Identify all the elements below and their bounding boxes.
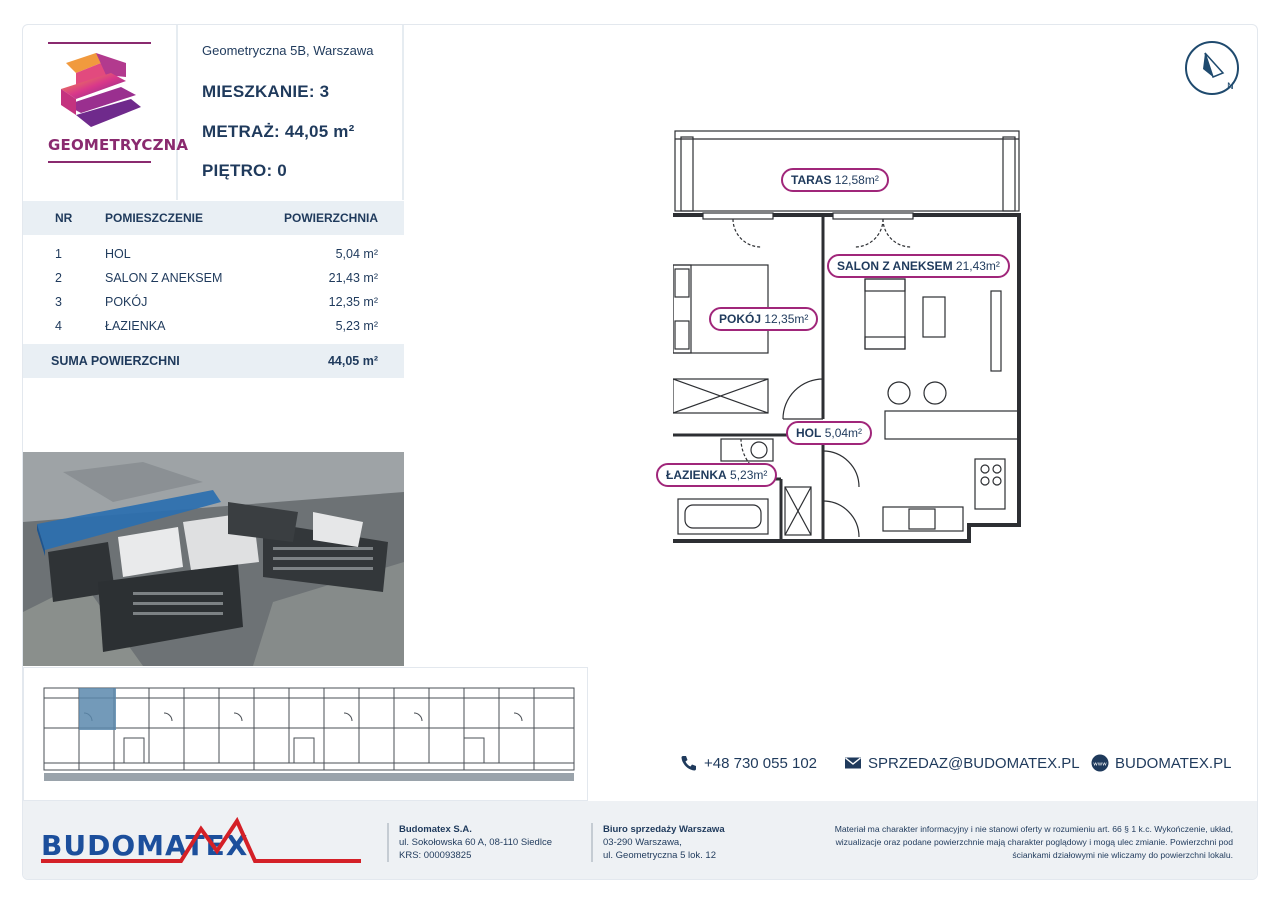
row-area: 12,35 m² — [328, 295, 378, 309]
office-street: ul. Geometryczna 5 lok. 12 — [603, 850, 716, 861]
contact-phone[interactable] — [680, 754, 817, 772]
phone-icon — [680, 754, 698, 772]
row-nr: 4 — [55, 319, 62, 333]
contact-website[interactable] — [1091, 754, 1231, 772]
salon-name: SALON Z ANEKSEM — [837, 259, 953, 273]
rooms-table — [23, 201, 404, 378]
compass-icon — [1183, 39, 1241, 97]
table-row — [23, 290, 404, 314]
geometric-logo-icon — [56, 53, 146, 133]
taras-name: TARAS — [791, 173, 832, 187]
table-sum-row — [23, 344, 404, 378]
sales-office-info — [591, 823, 725, 862]
project-logo — [23, 25, 189, 200]
svg-text:N: N — [1227, 82, 1234, 92]
label-lazienka — [656, 463, 777, 487]
company-name: Budomatex S.A. — [399, 824, 472, 835]
row-name: POKÓJ — [105, 295, 148, 309]
row-nr: 2 — [55, 271, 62, 285]
logo-bottom-rule — [48, 161, 151, 163]
row-area: 5,04 m² — [335, 247, 378, 261]
disclaimer-line: wizualizacje oraz podane powierzchnie mają charakter poglądowy i mogą ulec zmianie. Powierzchni pod — [835, 837, 1233, 847]
apartment-info — [180, 25, 404, 200]
hol-area: 5,04m² — [824, 426, 863, 440]
budomatex-logo — [41, 817, 361, 865]
hol-name: HOL — [796, 426, 822, 440]
disclaimer — [793, 823, 1233, 862]
aerial-visualization-image — [23, 452, 404, 666]
apartment-value: 3 — [319, 82, 330, 101]
apartment-label: MIESZKANIE: — [202, 82, 315, 101]
row-area: 5,23 m² — [335, 319, 378, 333]
table-header — [23, 201, 404, 235]
pokoj-area: 12,35m² — [764, 312, 809, 326]
svg-text:www: www — [1093, 761, 1107, 768]
footer — [23, 801, 1258, 880]
company-address: ul. Sokołowska 60 A, 08-110 Siedlce — [399, 837, 552, 848]
mail-icon — [844, 754, 862, 772]
disclaimer-line: ściankami działowymi nie wliczamy do powierzchni lokalu. — [1012, 850, 1233, 860]
website-url: BUDOMATEX.PL — [1115, 754, 1232, 772]
taras-area: 12,58m² — [834, 173, 879, 187]
apartment-card — [22, 24, 1258, 880]
building-site-plan — [23, 667, 588, 801]
row-area: 21,43 m² — [328, 271, 378, 285]
table-row — [23, 266, 404, 290]
label-taras — [781, 168, 889, 192]
highlighted-apartment — [79, 688, 116, 730]
company-krs: KRS: 000093825 — [399, 850, 472, 861]
row-name: SALON Z ANEKSEM — [105, 271, 223, 285]
pokoj-name: POKÓJ — [719, 312, 762, 326]
apartment-floor — [202, 161, 287, 181]
phone-number: +48 730 055 102 — [704, 754, 818, 772]
area-value: 44,05 m² — [284, 122, 355, 141]
svg-text:BUDOMATEX: BUDOMATEX — [41, 829, 249, 862]
logo-top-rule — [48, 42, 151, 44]
row-name: HOL — [105, 247, 131, 261]
globe-icon — [1091, 754, 1109, 772]
label-pokoj — [709, 307, 818, 331]
label-hol — [786, 421, 872, 445]
office-postcode: 03-290 Warszawa, — [603, 837, 682, 848]
logo-wordmark: GEOMETRYCZNA — [48, 136, 189, 154]
apartment-number — [202, 82, 329, 102]
label-salon — [827, 254, 1010, 278]
table-row — [23, 242, 404, 266]
floor-value: 0 — [277, 161, 287, 180]
salon-area: 21,43m² — [955, 259, 1000, 273]
area-label: METRAŻ: — [202, 122, 280, 141]
lazienka-area: 5,23m² — [730, 468, 768, 482]
office-title: Biuro sprzedaży Warszawa — [603, 824, 725, 835]
lazienka-name: ŁAZIENKA — [666, 468, 727, 482]
row-nr: 1 — [55, 247, 62, 261]
disclaimer-line: Materiał ma charakter informacyjny i nie stanowi oferty w rozumieniu art. 66 § 1 k.c. Wykończenie, układ, — [834, 824, 1233, 834]
header-nr: NR — [55, 211, 73, 225]
sum-value: 44,05 m² — [327, 354, 378, 368]
floor-label: PIĘTRO: — [202, 161, 273, 180]
table-body — [23, 235, 404, 344]
email-address: SPRZEDAZ@BUDOMATEX.PL — [868, 754, 1080, 772]
apartment-area — [202, 122, 354, 142]
company-info — [387, 823, 552, 862]
address: Geometryczna 5B, Warszawa — [202, 43, 374, 58]
row-name: ŁAZIENKA — [105, 319, 166, 333]
contact-email[interactable] — [844, 754, 1080, 772]
sum-label: SUMA POWIERZCHNI — [51, 354, 180, 368]
table-row — [23, 314, 404, 338]
header-area: POWIERZCHNIA — [284, 211, 378, 225]
row-nr: 3 — [55, 295, 62, 309]
header-name: POMIESZCZENIE — [105, 211, 204, 225]
